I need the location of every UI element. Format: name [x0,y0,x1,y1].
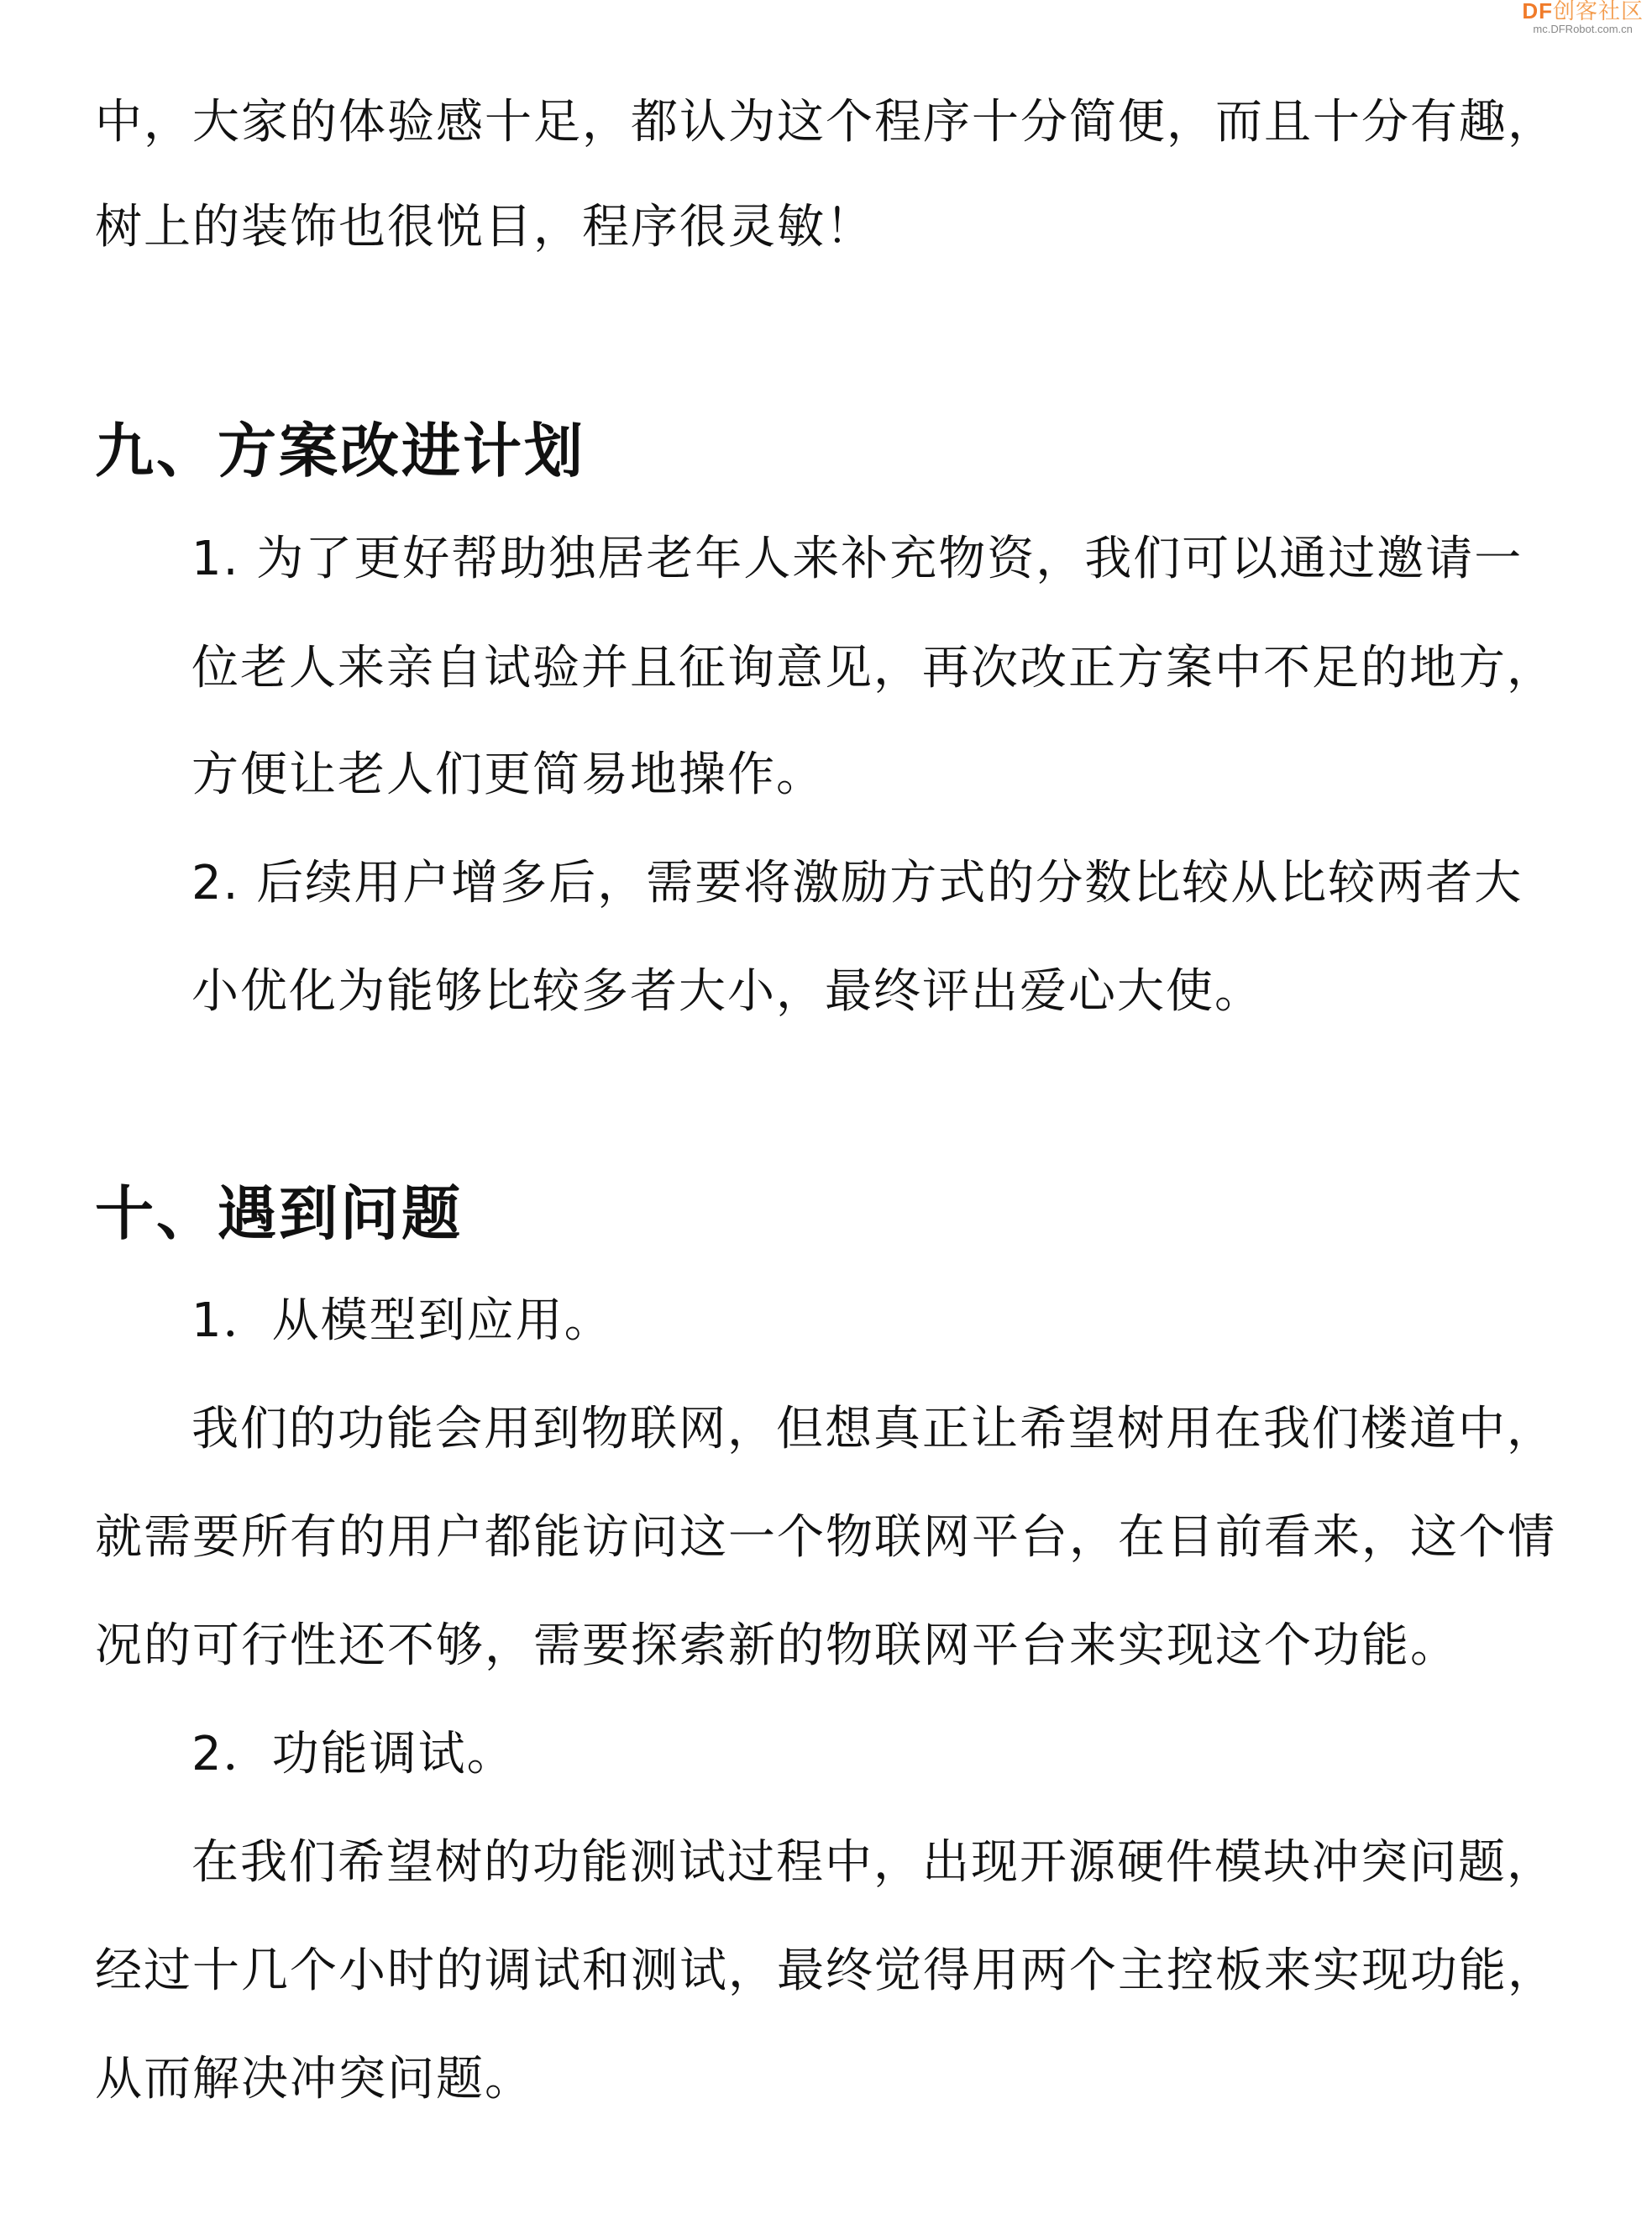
section-9-item-2-line-1: 2. 后续用户增多后，需要将激励方式的分数比较从比较两者大 [191,856,1524,910]
intro-line-1: 中，大家的体验感十足，都认为这个程序十分简便，而且十分有趣， [95,95,1556,150]
section-10-item-2-line-2: 经过十几个小时的调试和测试，最终觉得用两个主控板来实现功能， [95,1944,1556,1998]
section-10-item-2-line-1: 在我们希望树的功能测试过程中，出现开源硬件模块冲突问题， [191,1835,1555,1890]
section-10-item-1-heading: 1．从模型到应用。 [191,1293,613,1348]
section-10-item-2-heading: 2．功能调试。 [191,1727,516,1781]
section-10-item-2-line-3: 从而解决冲突问题。 [95,2052,533,2106]
section-10-item-1-line-3: 况的可行性还不够，需要探索新的物联网平台来实现这个功能。 [95,1618,1459,1673]
section-10-item-1-line-2: 就需要所有的用户都能访问这一个物联网平台，在目前看来，这个情 [95,1510,1556,1565]
section-9-item-1-line-3: 方便让老人们更简易地操作。 [191,748,825,802]
section-10-title: 十、遇到问题 [95,1179,463,1248]
section-10-item-1-line-1: 我们的功能会用到物联网，但想真正让希望树用在我们楼道中， [191,1402,1555,1456]
section-9-item-1-line-1: 1. 为了更好帮助独居老年人来补充物资，我们可以通过邀请一 [191,532,1524,586]
watermark-url: mc.DFRobot.com.cn [1533,23,1633,35]
watermark-logo: DF创客社区 [1522,0,1644,24]
section-9-title: 九、方案改进计划 [95,417,585,485]
intro-line-2: 树上的装饰也很悦目，程序很灵敏！ [95,200,874,254]
section-9-item-2-line-2: 小优化为能够比较多者大小，最终评出爱心大使。 [191,964,1263,1019]
section-9-item-1-line-2: 位老人来亲自试验并且征询意见，再次改正方案中不足的地方， [191,641,1555,695]
